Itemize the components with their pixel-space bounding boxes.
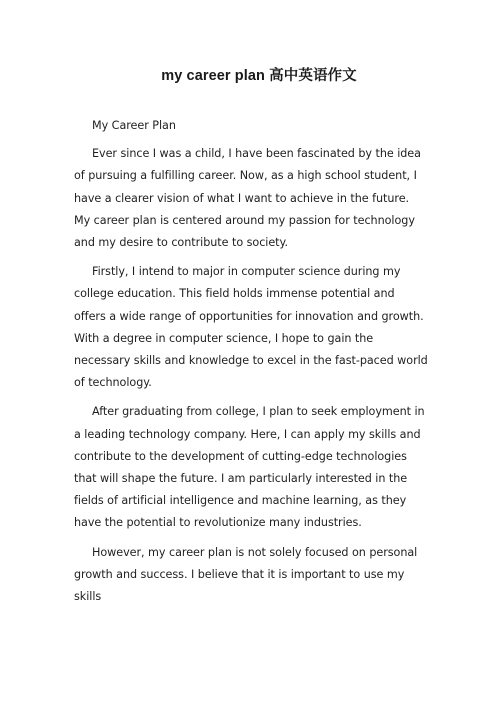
paragraph-3: After graduating from college, I plan to seek employment in a leading technology company. Here, I can apply my skills and contribute to the development of cutting-edge technologies that will shape the future. I am particularly interested in the fields of artificial intelligence and machine learning, as they have the potential to revolutionize many industries. (74, 405, 425, 530)
paragraph-1: Ever since I was a child, I have been fascinated by the idea of pursuing a fulfilling career. Now, as a high school student, I have a clearer vision of what I want to achieve in the future. My career plan is centered around my passion for technology and my desire to contribute to society. (74, 147, 421, 250)
document-body (74, 115, 428, 615)
paragraph-2: Firstly, I intend to major in computer science during my college education. This field holds immense potential and offers a wide range of opportunities for innovation and growth. With a degree in computer science, I hope to gain the necessary skills and knowledge to excel in the fast-paced world of technology. (74, 265, 428, 390)
essay-heading: My Career Plan (92, 119, 176, 132)
paragraph-4: However, my career plan is not solely focused on personal growth and success. I believe that it is important to use my skills (74, 545, 418, 604)
document-title: my career plan 高中英语作文 (161, 68, 357, 84)
